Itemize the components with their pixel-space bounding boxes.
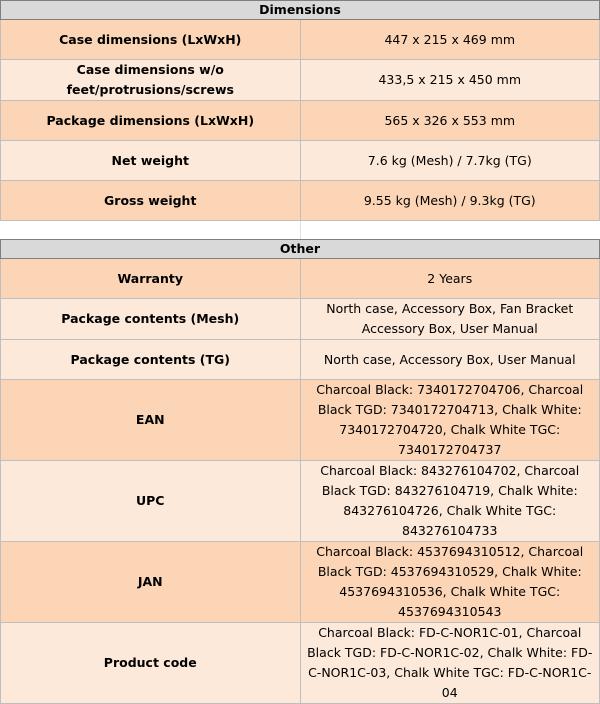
other-section-title: Other (1, 240, 600, 259)
spec-label: EAN (1, 380, 301, 461)
spec-label: Package contents (TG) (1, 340, 301, 380)
spec-value: Charcoal Black: 843276104702, Charcoal Black TGD: 843276104719, Chalk White: 843276104726, Chalk White TGC: 843276104733 (300, 461, 600, 542)
table-row (1, 141, 600, 181)
spec-label: Case dimensions (LxWxH) (1, 20, 301, 60)
spec-label: JAN (1, 542, 301, 623)
spec-value: Charcoal Black: 4537694310512, Charcoal Black TGD: 4537694310529, Chalk White: 4537694310536, Chalk White TGC: 4537694310543 (300, 542, 600, 623)
dimensions-table (0, 0, 600, 239)
table-row (1, 20, 600, 60)
spec-value: Charcoal Black: 7340172704706, Charcoal Black TGD: 7340172704713, Chalk White: 7340172704720, Chalk White TGC: 7340172704737 (300, 380, 600, 461)
spec-label: Net weight (1, 141, 301, 181)
table-row (1, 181, 600, 221)
spec-value: North case, Accessory Box, Fan Bracket Accessory Box, User Manual (300, 299, 600, 340)
table-row (1, 340, 600, 380)
table-row (1, 259, 600, 299)
table-row (1, 461, 600, 542)
table-row (1, 60, 600, 101)
table-row (1, 542, 600, 623)
spec-value: 433,5 x 215 x 450 mm (300, 60, 600, 101)
spec-label: UPC (1, 461, 301, 542)
spec-label: Product code (1, 623, 301, 704)
spec-value: Charcoal Black: FD-C-NOR1C-01, Charcoal Black TGD: FD-C-NOR1C-02, Chalk White: FD-C-NOR1C-03, Chalk White TGC: FD-C-NOR1C-04 (300, 623, 600, 704)
spec-value: 447 x 215 x 469 mm (300, 20, 600, 60)
other-table (0, 239, 600, 704)
spec-value: 565 x 326 x 553 mm (300, 101, 600, 141)
spec-label: Gross weight (1, 181, 301, 221)
dimensions-section-title: Dimensions (1, 1, 600, 20)
spacer-row (1, 221, 600, 240)
table-row (1, 623, 600, 704)
spec-value: 9.55 kg (Mesh) / 9.3kg (TG) (300, 181, 600, 221)
spec-value: North case, Accessory Box, User Manual (300, 340, 600, 380)
table-row (1, 299, 600, 340)
spec-label: Case dimensions w/o feet/protrusions/screws (1, 60, 301, 101)
spec-label: Warranty (1, 259, 301, 299)
table-row (1, 380, 600, 461)
table-row (1, 101, 600, 141)
spec-value: 2 Years (300, 259, 600, 299)
spec-value: 7.6 kg (Mesh) / 7.7kg (TG) (300, 141, 600, 181)
spec-label: Package contents (Mesh) (1, 299, 301, 340)
spec-label: Package dimensions (LxWxH) (1, 101, 301, 141)
